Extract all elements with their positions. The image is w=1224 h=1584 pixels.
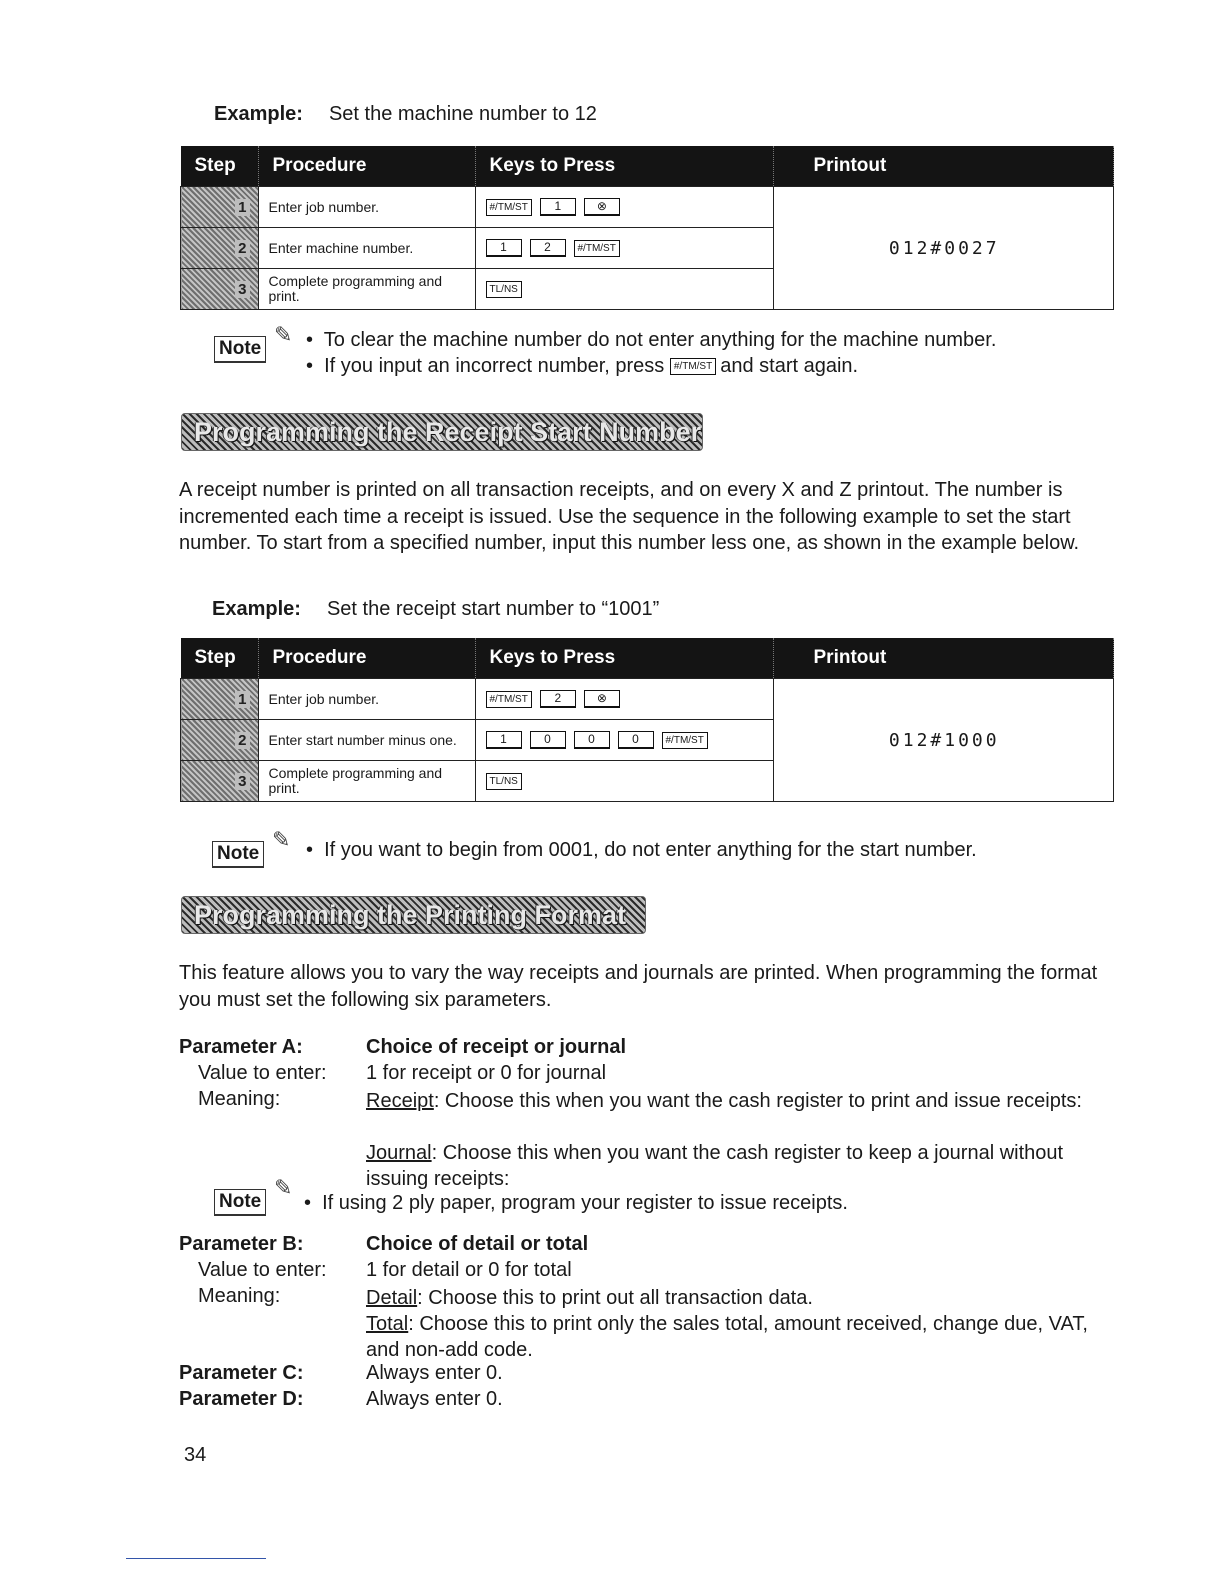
section-heading-printing-format: Programming the Printing Format: [181, 896, 646, 934]
header-procedure: Procedure: [258, 146, 475, 187]
table-row: [181, 187, 1114, 228]
footer-rule: [126, 1558, 266, 1559]
keys-cell: [475, 720, 773, 761]
step-number: 3: [181, 761, 259, 802]
note-badge: Note: [214, 336, 266, 363]
step-number: 2: [181, 228, 259, 269]
step-number: 1: [181, 679, 259, 720]
note-bullet: • To clear the machine number do not enter anything for the machine number.: [306, 329, 997, 351]
tm-st-key: #/TM/ST: [574, 240, 620, 257]
keys-cell: [475, 228, 773, 269]
example-label: Example:: [214, 103, 303, 125]
tm-st-key: #/TM/ST: [670, 358, 716, 375]
table-header-row: [181, 638, 1114, 679]
digit-key: 0: [574, 731, 610, 749]
printout-cell: 012#1000: [773, 679, 1114, 802]
tl-ns-key: TL/NS: [486, 773, 522, 790]
section-paragraph: This feature allows you to vary the way receipts and journals are printed. When programming the format you must set the following six parameters.: [179, 962, 1098, 1011]
procedure-cell: Complete programming and print.: [258, 269, 475, 310]
header-keys: Keys to Press: [475, 146, 773, 187]
note-bullet: • If using 2 ply paper, program your register to issue receipts.: [304, 1192, 848, 1214]
digit-key: 1: [486, 239, 522, 257]
value-label: Value to enter:: [198, 1062, 327, 1084]
steps-table-2: [180, 638, 1114, 802]
procedure-cell: Complete programming and print.: [258, 761, 475, 802]
pen-icon: ✎: [272, 827, 291, 852]
header-keys: Keys to Press: [475, 638, 773, 679]
meaning-detail: Detail: Choose this to print out all transaction data.: [366, 1287, 813, 1309]
procedure-cell: Enter job number.: [258, 187, 475, 228]
meaning-label: Meaning:: [198, 1285, 281, 1307]
header-printout: Printout: [773, 638, 1114, 679]
meaning-total: Total: Choose this to print only the sales total, amount received, change due, VAT, and non-add code.: [366, 1313, 1088, 1361]
meaning-journal: Journal: Choose this when you want the cash register to keep a journal without issuing receipts:: [366, 1142, 1064, 1190]
example-label: Example:: [212, 598, 301, 620]
note-bullet: • If you input an incorrect number, press #/TM/ST and start again.: [306, 355, 859, 377]
tl-ns-key: TL/NS: [486, 281, 522, 298]
printout-cell: 012#0027: [773, 187, 1114, 310]
keys-cell: [475, 269, 773, 310]
digit-key: 0: [618, 731, 654, 749]
value-text: 1 for receipt or 0 for journal: [366, 1062, 607, 1084]
value-label: Value to enter:: [198, 1259, 327, 1281]
parameter-b-title: Choice of detail or total: [366, 1233, 589, 1255]
steps-table-1: [180, 146, 1114, 310]
parameter-c-label: Parameter C:: [179, 1362, 304, 1384]
parameter-d-label: Parameter D:: [179, 1388, 304, 1410]
value-text: 1 for detail or 0 for total: [366, 1259, 572, 1281]
digit-key: 2: [540, 690, 576, 708]
digit-key: 2: [530, 239, 566, 257]
digit-key: 1: [486, 731, 522, 749]
multiply-key: ⊗: [584, 690, 620, 708]
keys-cell: [475, 679, 773, 720]
example-1: [214, 103, 597, 126]
table-header-row: [181, 146, 1114, 187]
meaning-label: Meaning:: [198, 1088, 281, 1110]
note-badge: Note: [214, 1189, 266, 1216]
parameter-b-label: Parameter B:: [179, 1233, 304, 1255]
note-badge: Note: [212, 841, 264, 868]
header-printout: Printout: [773, 146, 1114, 187]
keys-cell: [475, 187, 773, 228]
step-number: 3: [181, 269, 259, 310]
step-number: 2: [181, 720, 259, 761]
page-number: 34: [184, 1444, 207, 1466]
section-paragraph: A receipt number is printed on all transaction receipts, and on every X and Z printout. The number is incremented each time a receipt is issued. Use the sequence in the following example to set the start number. To start from a specified number, input this number less one, as shown in the example below.: [179, 479, 1080, 554]
example-text: Set the machine number to 12: [328, 103, 597, 125]
parameter-a-label: Parameter A:: [179, 1036, 303, 1058]
pen-icon: ✎: [274, 1175, 293, 1200]
pen-icon: ✎: [274, 322, 293, 347]
tm-st-key: #/TM/ST: [486, 199, 532, 216]
header-procedure: Procedure: [258, 638, 475, 679]
tm-st-key: #/TM/ST: [662, 732, 708, 749]
section-heading-receipt-start-number: Programming the Receipt Start Number: [181, 413, 703, 451]
example-2: [212, 598, 659, 621]
procedure-cell: Enter start number minus one.: [258, 720, 475, 761]
step-number: 1: [181, 187, 259, 228]
parameter-c-text: Always enter 0.: [366, 1362, 503, 1384]
procedure-cell: Enter machine number.: [258, 228, 475, 269]
keys-cell: [475, 761, 773, 802]
table-row: [181, 679, 1114, 720]
header-step: Step: [181, 638, 259, 679]
meaning-receipt: Receipt: Choose this when you want the cash register to print and issue receipts:: [366, 1090, 1082, 1112]
procedure-cell: Enter job number.: [258, 679, 475, 720]
parameter-a-title: Choice of receipt or journal: [366, 1036, 627, 1058]
multiply-key: ⊗: [584, 198, 620, 216]
digit-key: 1: [540, 198, 576, 216]
note-bullet: • If you want to begin from 0001, do not enter anything for the start number.: [306, 839, 977, 861]
digit-key: 0: [530, 731, 566, 749]
tm-st-key: #/TM/ST: [486, 691, 532, 708]
parameter-d-text: Always enter 0.: [366, 1388, 503, 1410]
header-step: Step: [181, 146, 259, 187]
example-text: Set the receipt start number to “1001”: [326, 598, 660, 620]
